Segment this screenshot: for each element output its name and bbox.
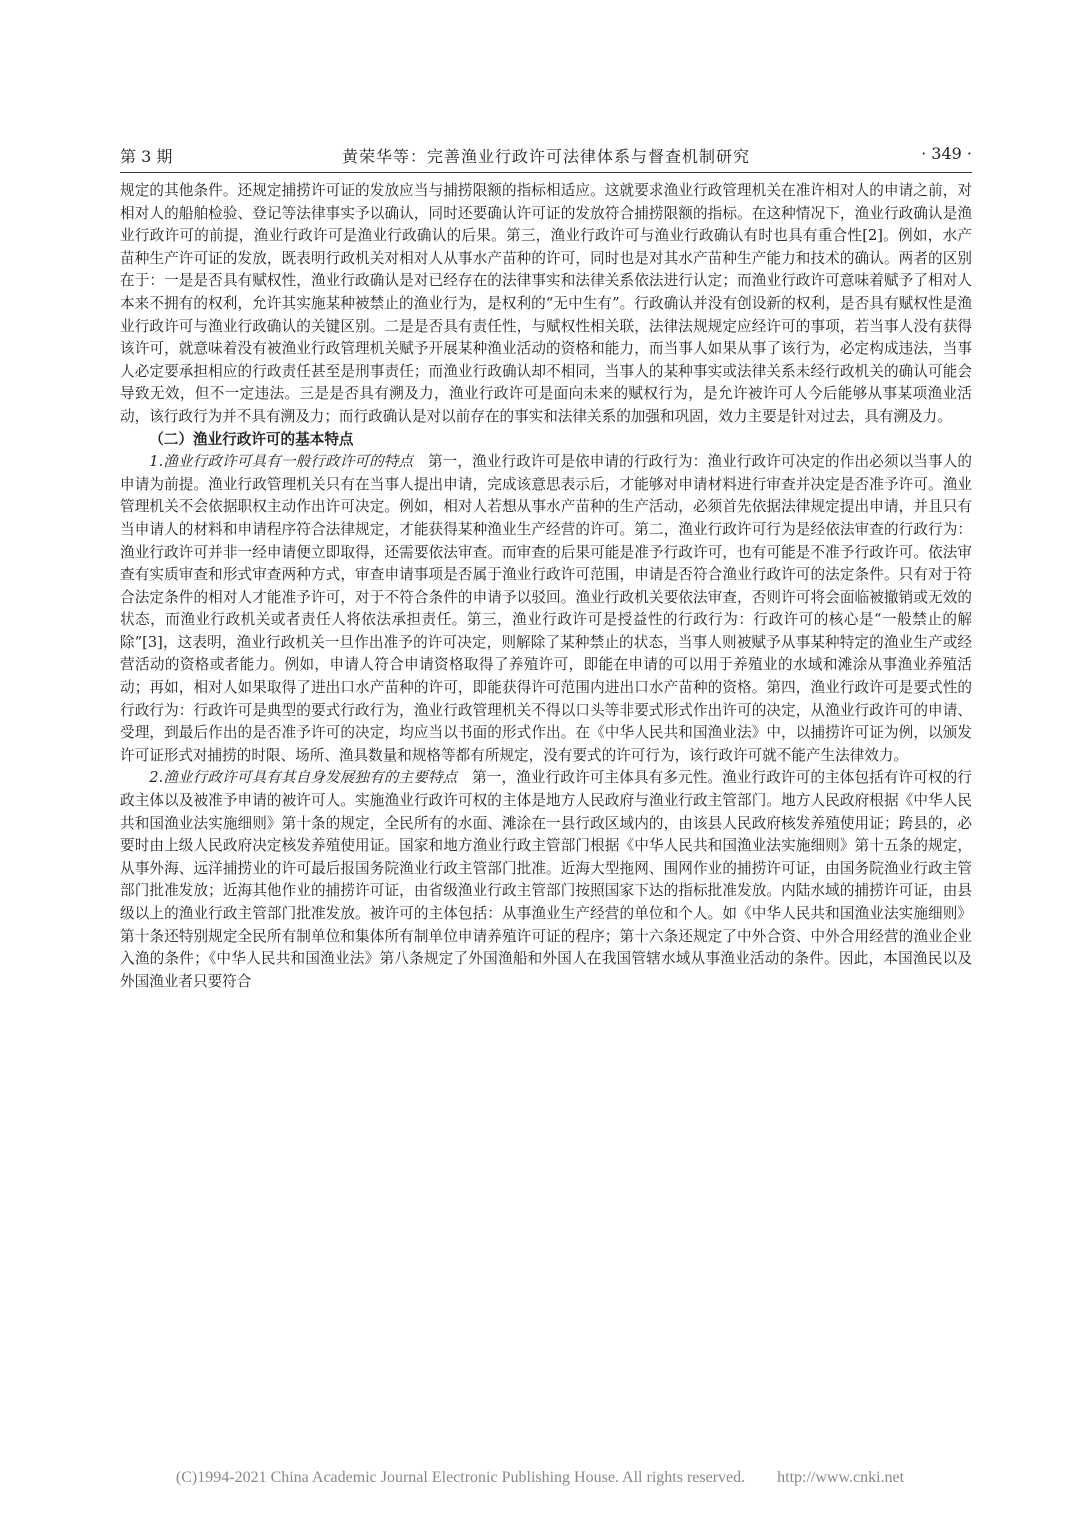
paragraph-text: 第一，渔业行政许可主体具有多元性。渔业行政许可的主体包括有许可权的行政主体以及被准予申请的被许可人。实施渔业行政许可权的主体是地方人民政府与渔业行政主管部门。地方人民政府根据《中华人民共和国渔业法实施细则》第十条的规定，全民所有的水面、滩涂在一县行政区域内的，由该县人民政府核发养殖使用证；跨县的，必要时由上级人民政府决定核发养殖使用证。国家和地方渔业行政主管部门根据《中华人民共和国渔业法实施细则》第十五条的规定，从事外海、远洋捕捞业的许可最后报国务院渔业行政主管部门批准。近海大型拖网、围网作业的捕捞许可证，由国务院渔业行政主管部门批准发放；近海其他作业的捕捞许可证，由省级渔业行政主管部门按照国家下达的指标批准发放。内陆水域的捕捞许可证，由县级以上的渔业行政主管部门批准发放。被许可的主体包括：从事渔业生产经营的单位和个人。如《中华人民共和国渔业法实施细则》第十条还特别规定全民所有制单位和集体所有制单位申请养殖许可证的程序；第十六条还规定了中外合资、中外合用经营的渔业企业入渔的条件；《中华人民共和国渔业法》第八条规定了外国渔船和外国人在我国管辖水域从事渔业活动的条件。因此，本国渔民以及外国渔业者只要符合: [120, 769, 972, 990]
section-heading: （二）渔业行政许可的基本特点: [149, 430, 354, 448]
paragraph-lead: 1.渔业行政许可具有一般行政许可的特点: [149, 453, 414, 471]
paragraph: 规定的其他条件。还规定捕捞许可证的发放应当与捕捞限额的指标相适应。这就要求渔业行政管理机关在准许相对人的申请之前，对相对人的船舶检验、登记等法律事实予以确认，同时还要确认许可证的发放符合捕捞限额的指标。在这种情况下，渔业行政确认是渔业行政许可的前提，渔业行政许可是渔业行政确认的后果。第三，渔业行政许可与渔业行政确认有时也具有重合性[2]。例如，水产苗种生产许可证的发放，既表明行政机关对相对人从事水产苗种的许可，同时也是对其水产苗种生产能力和技术的确认。两者的区别在于：一是是否具有赋权性，渔业行政确认是对已经存在的法律事实和法律关系依法进行认定；而渔业行政许可意味着赋予了相对人本来不拥有的权利，允许其实施某种被禁止的渔业行为，是权利的“无中生有”。行政确认并没有创设新的权利，是否具有赋权性是渔业行政许可与渔业行政确认的关键区别。二是是否具有责任性，与赋权性相关联，法律法规规定应经许可的事项，若当事人没有获得该许可，就意味着没有被渔业行政管理机关赋予开展某种渔业活动的资格和能力，而当事人如果从事了该行为，必定构成违法，当事人必定要承担相应的行政责任甚至是刑事责任；而渔业行政确认却不相同，当事人的某种事实或法律关系未经行政机关的确认可能会导致无效，但不一定违法。三是是否具有溯及力，渔业行政许可是面向未来的赋权行为，是允许被许可人今后能够从事某项渔业活动，该行政行为并不具有溯及力；而行政确认是对以前存在的事实和法律关系的加强和巩固，效力主要是针对过去，具有溯及力。: [120, 182, 972, 425]
issue-number: 第 3 期: [120, 147, 173, 166]
paragraph: [120, 451, 972, 767]
running-title: 黄荣华等：完善渔业行政许可法律体系与督查机制研究: [341, 147, 750, 166]
article-body: [120, 180, 972, 993]
paragraph-lead: 2.渔业行政许可具有其自身发展独有的主要特点: [149, 769, 458, 787]
copyright-footer: (C)1994-2021 China Academic Journal Electronic Publishing House. All rights reserved. http://www.cnki.net: [175, 1469, 905, 1486]
page-number: · 349 ·: [921, 144, 972, 163]
running-header: [120, 144, 972, 168]
paragraph-text: 第一，渔业行政许可是依申请的行政行为：渔业行政许可决定的作出必须以当事人的申请为前提。渔业行政管理机关只有在当事人提出申请，完成该意思表示后，才能够对申请材料进行审查并决定是否准予许可。渔业管理机关不会依据职权主动作出许可决定。例如，相对人若想从事水产苗种的生产活动，必须首先依据法律规定提出申请，并且只有当申请人的材料和申请程序符合法律规定，才能获得某种渔业生产经营的许可。第二，渔业行政许可行为是经依法审查的行政行为：渔业行政许可并非一经申请便立即取得，还需要依法审查。而审查的后果可能是准予行政许可，也有可能是不准予行政许可。依法审查有实质审查和形式审查两种方式，审查申请事项是否属于渔业行政许可范围，申请是否符合渔业行政许可的法定条件。只有对于符合法定条件的相对人才能准予许可，对于不符合条件的申请予以驳回。渔业行政机关要依法审查，否则许可将会面临被撤销或无效的状态，而渔业行政机关或者责任人将依法承担责任。第三，渔业行政许可是授益性的行政行为：行政许可的核心是“一般禁止的解除”[3]，这表明，渔业行政机关一旦作出准予的许可决定，则解除了某种禁止的状态，当事人则被赋予从事某种特定的渔业生产或经营活动的资格或者能力。例如，申请人符合申请资格取得了养殖许可，即能在申请的可以用于养殖业的水域和滩涂从事渔业养殖活动；再如，相对人如果取得了进出口水产苗种的许可，即能获得许可范围内进出口水产苗种的资格。第四，渔业行政许可是要式性的行政行为：行政许可是典型的要式行政行为，渔业行政管理机关不得以口头等非要式形式作出许可的决定，从渔业行政许可的申请、受理，到最后作出的是否准予许可的决定，均应当以书面的形式作出。在《中华人民共和国渔业法》中，以捕捞许可证为例，以颁发许可证形式对捕捞的时限、场所、渔具数量和规格等都有所规定，没有要式的许可行为，该行政许可就不能产生法律效力。: [120, 453, 972, 764]
header-rule: [120, 172, 972, 173]
paragraph: [120, 767, 972, 993]
